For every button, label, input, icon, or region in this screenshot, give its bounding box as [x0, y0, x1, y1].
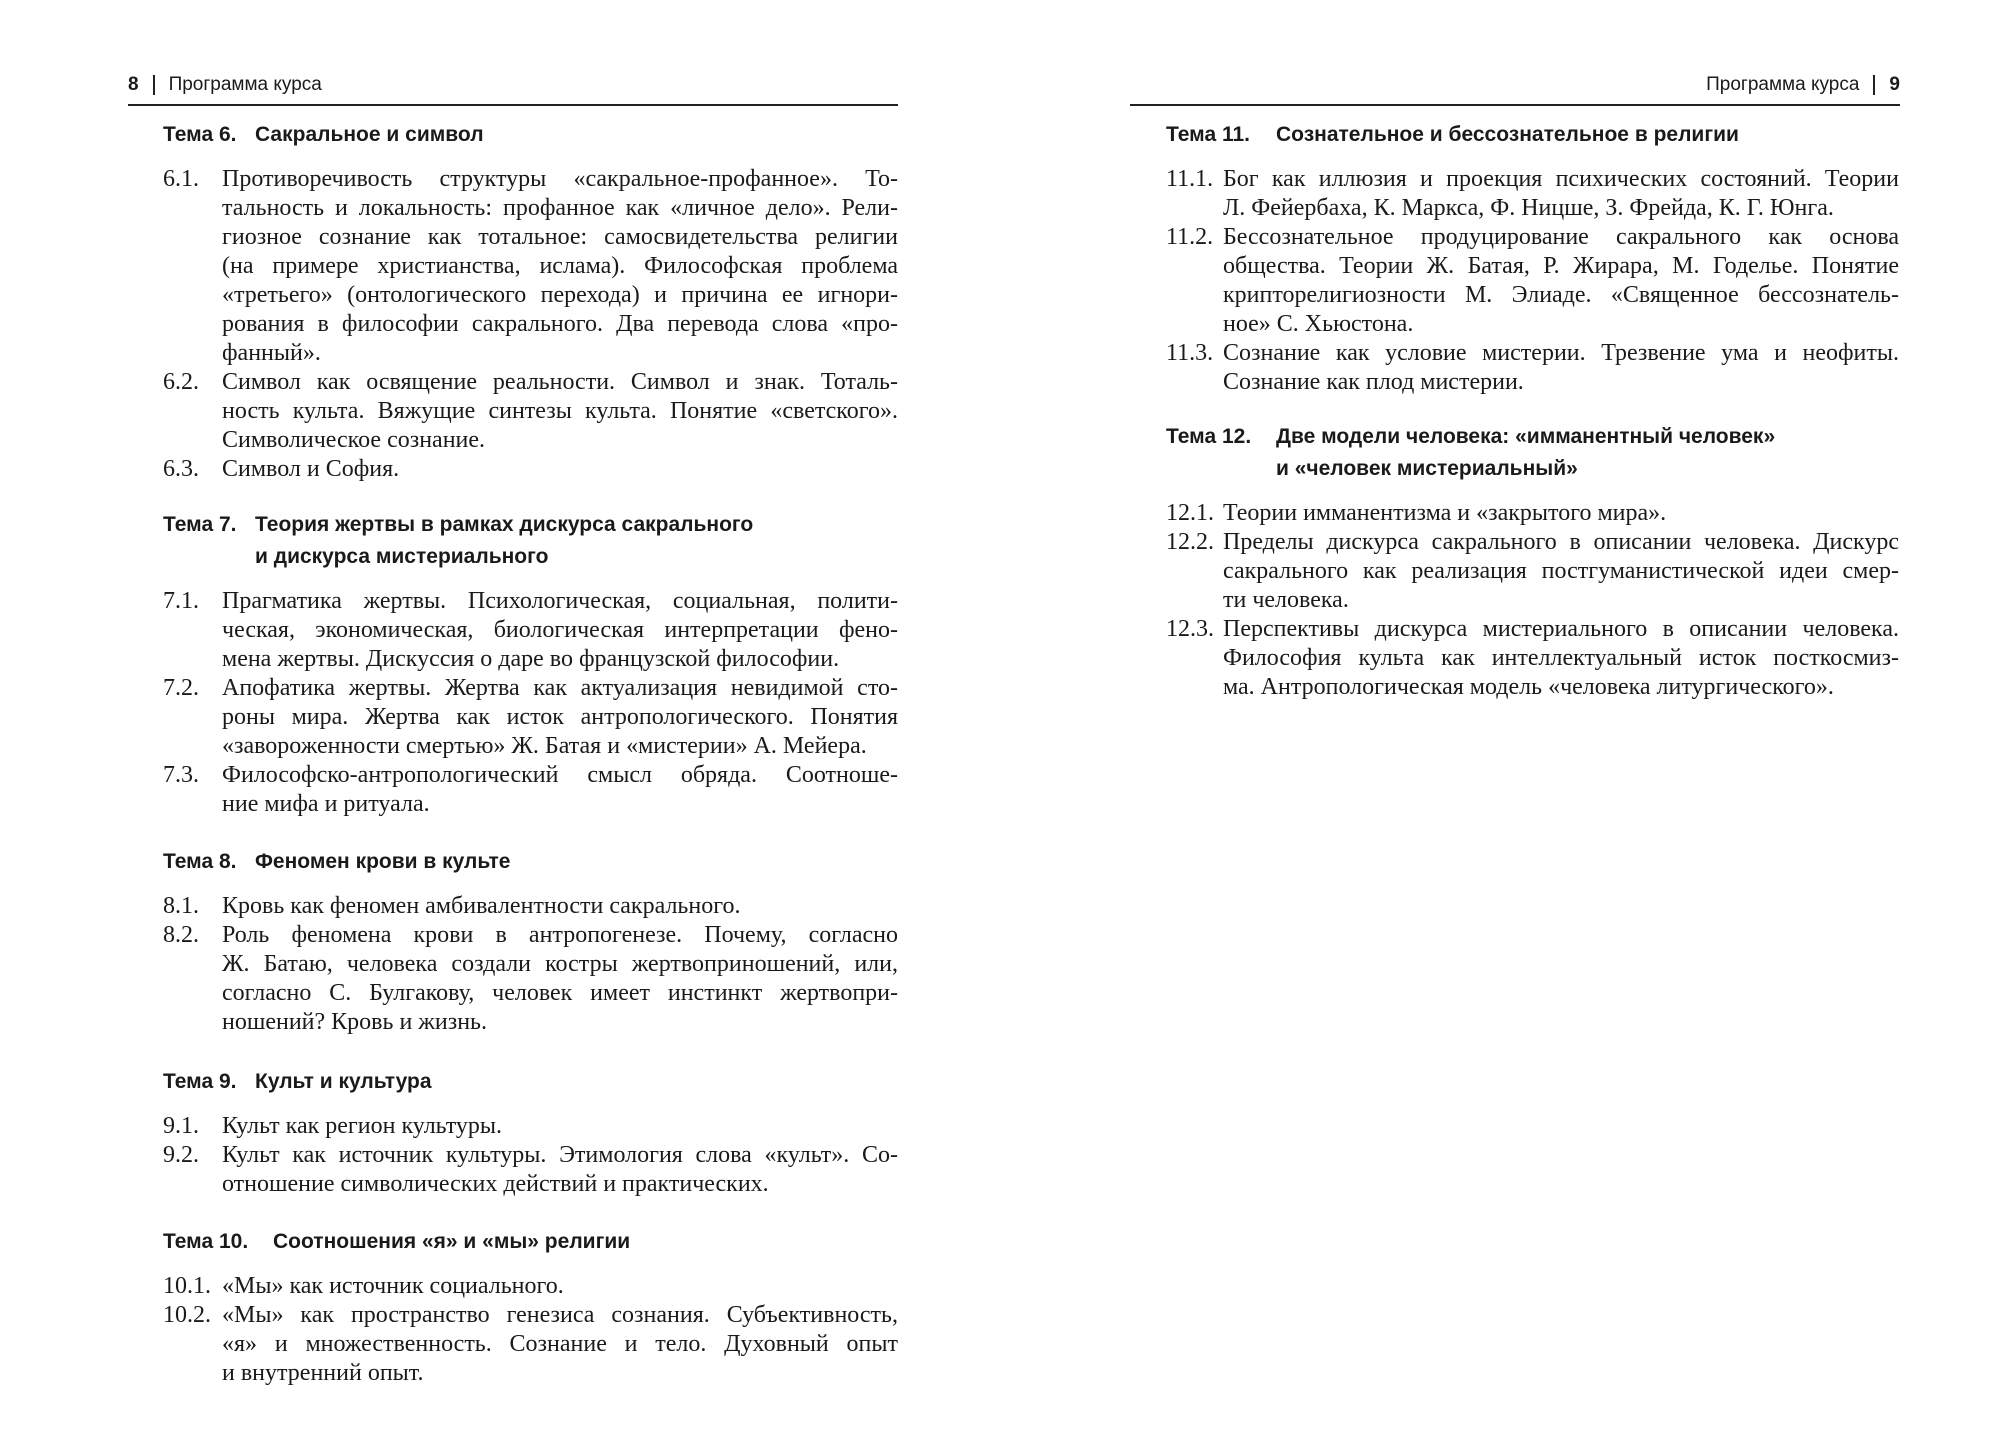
item-number: 8.1. — [163, 893, 199, 919]
item-text-line: ность культа. Вяжущие синтезы культа. Понятие «светского». — [222, 398, 898, 424]
item-number: 11.1. — [1166, 166, 1214, 192]
topic-heading — [1166, 421, 1775, 485]
item-text-line: общества. Теории Ж. Батая, Р. Жирара, М. Годелье. Понятие — [1223, 253, 1899, 279]
item-text-line: гиозное сознание как тотальное: самосвидетельства религии — [222, 224, 898, 250]
item-text-line: Теории имманентизма и «закрытого мира». — [1223, 500, 1667, 526]
header-rule — [1130, 104, 1900, 106]
item-text-line: и внутренний опыт. — [222, 1360, 424, 1386]
item-number: 6.3. — [163, 456, 199, 482]
item-number: 9.1. — [163, 1113, 199, 1139]
right-page — [1000, 0, 2000, 1433]
topic-label: Тема 12. — [1166, 425, 1252, 448]
item-text-line: «третьего» (онтологического перехода) и причина ее игнори- — [222, 282, 898, 308]
item-text-line: ческая, экономическая, биологическая интерпретации фено- — [222, 617, 898, 643]
item-number: 7.2. — [163, 675, 199, 701]
item-text-line: ти человека. — [1223, 587, 1349, 613]
item-number: 11.2. — [1166, 224, 1214, 250]
item-number: 7.1. — [163, 588, 199, 614]
item-text-line: крипторелигиозности М. Элиаде. «Священное бессознатель- — [1223, 282, 1899, 308]
item-text-line: Символ как освящение реальности. Символ и знак. Тоталь- — [222, 369, 898, 395]
item-number: 10.2. — [163, 1302, 211, 1328]
list-item — [163, 1141, 898, 1199]
heading-line — [1166, 421, 1775, 453]
item-number: 8.2. — [163, 922, 199, 948]
topic-title: Феномен крови в культе — [255, 850, 511, 873]
heading-line — [163, 509, 753, 541]
heading-line — [163, 541, 753, 573]
item-text-line: «Мы» как источник социального. — [222, 1273, 564, 1299]
list-item — [1166, 528, 1899, 615]
topic-heading — [163, 119, 484, 151]
page-number: 9 — [1889, 74, 1900, 95]
topic-heading — [163, 846, 510, 878]
running-head-title: Программа курса — [1706, 74, 1860, 95]
topic-title: Две модели человека: «имманентный человек» — [1276, 425, 1776, 448]
topic-title: Культ и культура — [255, 1070, 432, 1093]
item-text-line: Символ и София. — [222, 456, 400, 482]
list-item — [163, 1112, 898, 1141]
item-number: 10.1. — [163, 1273, 211, 1299]
item-text-line: «завороженности смертью» Ж. Батая и «мистерии» А. Мейера. — [222, 733, 867, 759]
list-item — [163, 368, 898, 455]
item-text-line: «Мы» как пространство генезиса сознания. Субъективность, — [222, 1302, 898, 1328]
item-text-line: Апофатика жертвы. Жертва как актуализация невидимой сто- — [222, 675, 898, 701]
list-item — [163, 587, 898, 674]
item-text-line: Философия культа как интеллектуальный исток посткосмиз- — [1223, 645, 1899, 671]
item-text-line: Ж. Батаю, человека создали костры жертвоприношений, или, — [222, 951, 898, 977]
item-text-line: роны мира. Жертва как исток антропологического. Понятия — [222, 704, 898, 730]
heading-line — [1166, 119, 1739, 151]
item-text-line: (на примере христианства, ислама). Философская проблема — [222, 253, 898, 279]
list-item — [1166, 223, 1899, 339]
list-item — [163, 921, 898, 1037]
item-number: 6.2. — [163, 369, 199, 395]
heading-line — [163, 119, 484, 151]
header-separator — [1873, 75, 1875, 95]
heading-line — [163, 846, 510, 878]
item-text-line: Роль феномена крови в антропогенезе. Почему, согласно — [222, 922, 898, 948]
item-number: 7.3. — [163, 762, 199, 788]
topic-title: и дискурса мистериального — [255, 545, 549, 568]
topic-label: Тема 10. — [163, 1230, 249, 1253]
item-text-line: отношение символических действий и практических. — [222, 1171, 769, 1197]
item-text-line: Культ как регион культуры. — [222, 1113, 503, 1139]
heading-line — [1166, 453, 1775, 485]
topic-heading — [1166, 119, 1739, 151]
page-number: 8 — [128, 74, 139, 95]
item-text-line: рования в философии сакрального. Два перевода слова «про- — [222, 311, 898, 337]
item-text-line: ношений? Кровь и жизнь. — [222, 1009, 487, 1035]
running-head — [1706, 74, 1900, 96]
list-item — [163, 674, 898, 761]
item-text-line: ние мифа и ритуала. — [222, 791, 430, 817]
heading-line — [163, 1226, 630, 1258]
item-text-line: Философско-антропологический смысл обряда. Соотноше- — [222, 762, 898, 788]
list-item — [163, 1301, 898, 1388]
running-head — [128, 74, 322, 96]
item-text-line: Бог как иллюзия и проекция психических состояний. Теории — [1223, 166, 1899, 192]
topic-heading — [163, 1066, 432, 1098]
topic-heading — [163, 509, 753, 573]
topic-label: Тема 9. — [163, 1070, 237, 1093]
item-text-line: Противоречивость структуры «сакральное-профанное». То- — [222, 166, 898, 192]
item-text-line: Символическое сознание. — [222, 427, 486, 453]
topic-heading — [163, 1226, 630, 1258]
topic-title: и «человек мистериальный» — [1276, 457, 1578, 480]
item-text-line: Сознание как условие мистерии. Трезвение ума и неофиты. — [1223, 340, 1899, 366]
heading-line — [163, 1066, 432, 1098]
item-text-line: фанный». — [222, 340, 321, 366]
header-separator — [153, 75, 155, 95]
list-item — [163, 1272, 898, 1301]
header-rule — [128, 104, 898, 106]
list-item — [1166, 499, 1899, 528]
item-text-line: Перспективы дискурса мистериального в описании человека. — [1223, 616, 1899, 642]
topic-label: Тема 6. — [163, 123, 237, 146]
item-text-line: ное» С. Хьюстона. — [1223, 311, 1414, 337]
item-text-line: согласно С. Булгакову, человек имеет инстинкт жертвопри- — [222, 980, 898, 1006]
list-item — [1166, 165, 1899, 223]
item-text-line: Сознание как плод мистерии. — [1223, 369, 1524, 395]
list-item — [1166, 339, 1899, 397]
item-text-line: Пределы дискурса сакрального в описании человека. Дискурс — [1223, 529, 1899, 555]
item-number: 11.3. — [1166, 340, 1214, 366]
item-text-line: Прагматика жертвы. Психологическая, социальная, полити- — [222, 588, 898, 614]
item-text-line: Бессознательное продуцирование сакрального как основа — [1223, 224, 1899, 250]
item-text-line: Культ как источник культуры. Этимология слова «культ». Со- — [222, 1142, 898, 1168]
item-number: 12.1. — [1166, 500, 1214, 526]
item-text-line: «я» и множественность. Сознание и тело. Духовный опыт — [222, 1331, 898, 1357]
topic-title: Соотношения «я» и «мы» религии — [273, 1230, 631, 1253]
item-number: 12.2. — [1166, 529, 1214, 555]
item-number: 9.2. — [163, 1142, 199, 1168]
item-text-line: Кровь как феномен амбивалентности сакрального. — [222, 893, 741, 919]
item-text-line: тальность и локальность: профанное как «личное дело». Рели- — [222, 195, 898, 221]
item-number: 6.1. — [163, 166, 199, 192]
list-item — [163, 165, 898, 368]
list-item — [163, 761, 898, 819]
item-text-line: Л. Фейербаха, К. Маркса, Ф. Ницше, З. Фрейда, К. Г. Юнга. — [1223, 195, 1834, 221]
topic-label: Тема 11. — [1166, 123, 1250, 146]
topic-title: Теория жертвы в рамках дискурса сакрального — [255, 513, 754, 536]
running-head-title: Программа курса — [168, 74, 322, 95]
item-text-line: мена жертвы. Дискуссия о даре во французской философии. — [222, 646, 840, 672]
item-number: 12.3. — [1166, 616, 1214, 642]
topic-label: Тема 8. — [163, 850, 237, 873]
item-text-line: ма. Антропологическая модель «человека литургического». — [1223, 674, 1834, 700]
list-item — [163, 892, 898, 921]
topic-title: Сознательное и бессознательное в религии — [1276, 123, 1739, 146]
topic-title: Сакральное и символ — [255, 123, 484, 146]
list-item — [163, 455, 898, 484]
list-item — [1166, 615, 1899, 702]
topic-label: Тема 7. — [163, 513, 237, 536]
item-text-line: сакрального как реализация постгуманистической идеи смер- — [1223, 558, 1899, 584]
